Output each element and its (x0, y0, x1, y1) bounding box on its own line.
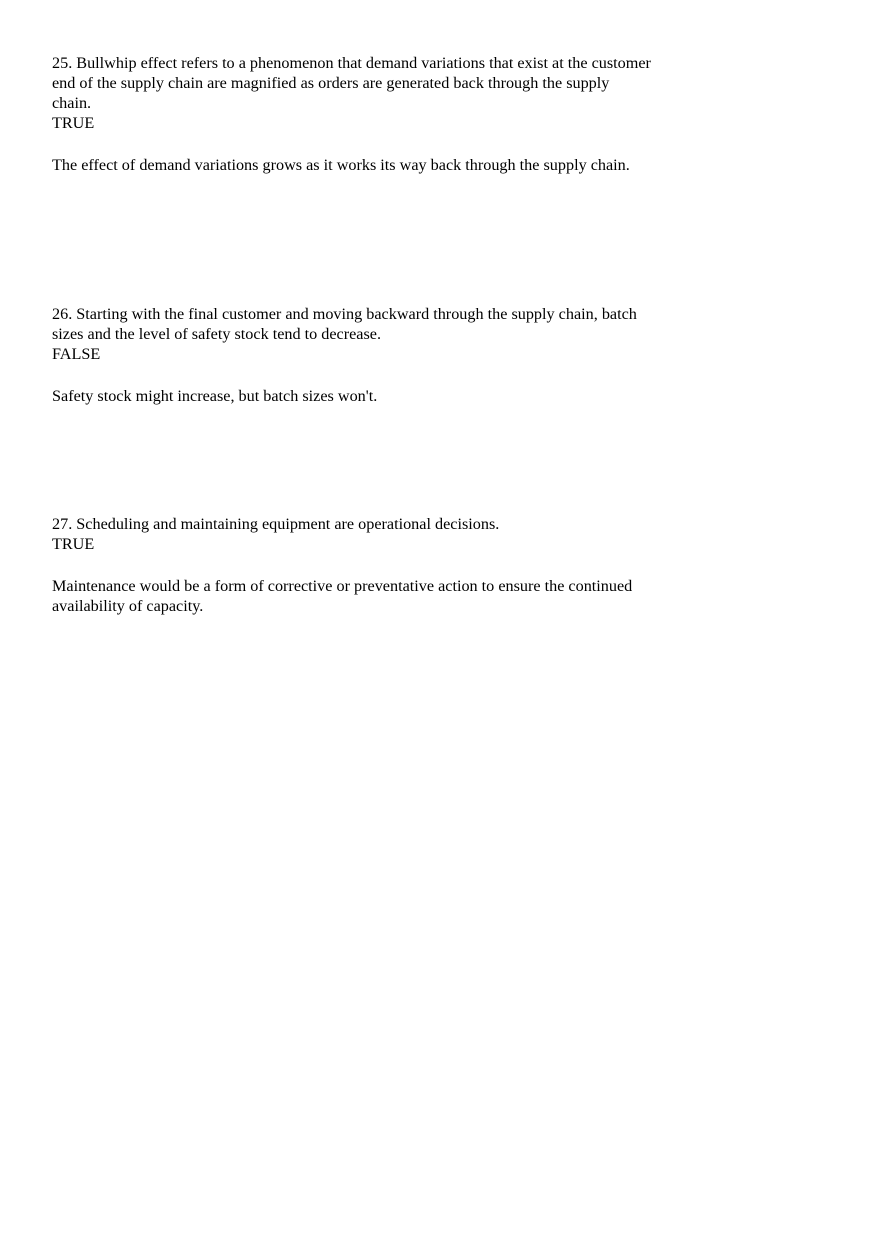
question-block-25 (52, 53, 652, 175)
explanation-text: Safety stock might increase, but batch sizes won't. (52, 387, 378, 405)
question-text: 25. Bullwhip effect refers to a phenomenon that demand variations that exist at the customer end of the supply chain are magnified as orders are generated back through the supply chain. (52, 54, 651, 112)
answer-label: TRUE (52, 114, 95, 132)
answer-label: TRUE (52, 535, 95, 553)
question-text: 26. Starting with the final customer and moving backward through the supply chain, batch sizes and the level of safety stock tend to decrease. (52, 305, 637, 343)
question-text: 27. Scheduling and maintaining equipment are operational decisions. (52, 515, 500, 533)
explanation-text: The effect of demand variations grows as it works its way back through the supply chain. (52, 156, 630, 174)
question-block-26 (52, 304, 652, 406)
question-block-27 (52, 514, 652, 616)
explanation-text: Maintenance would be a form of corrective or preventative action to ensure the continued availability of capacity. (52, 577, 633, 615)
answer-label: FALSE (52, 345, 101, 363)
